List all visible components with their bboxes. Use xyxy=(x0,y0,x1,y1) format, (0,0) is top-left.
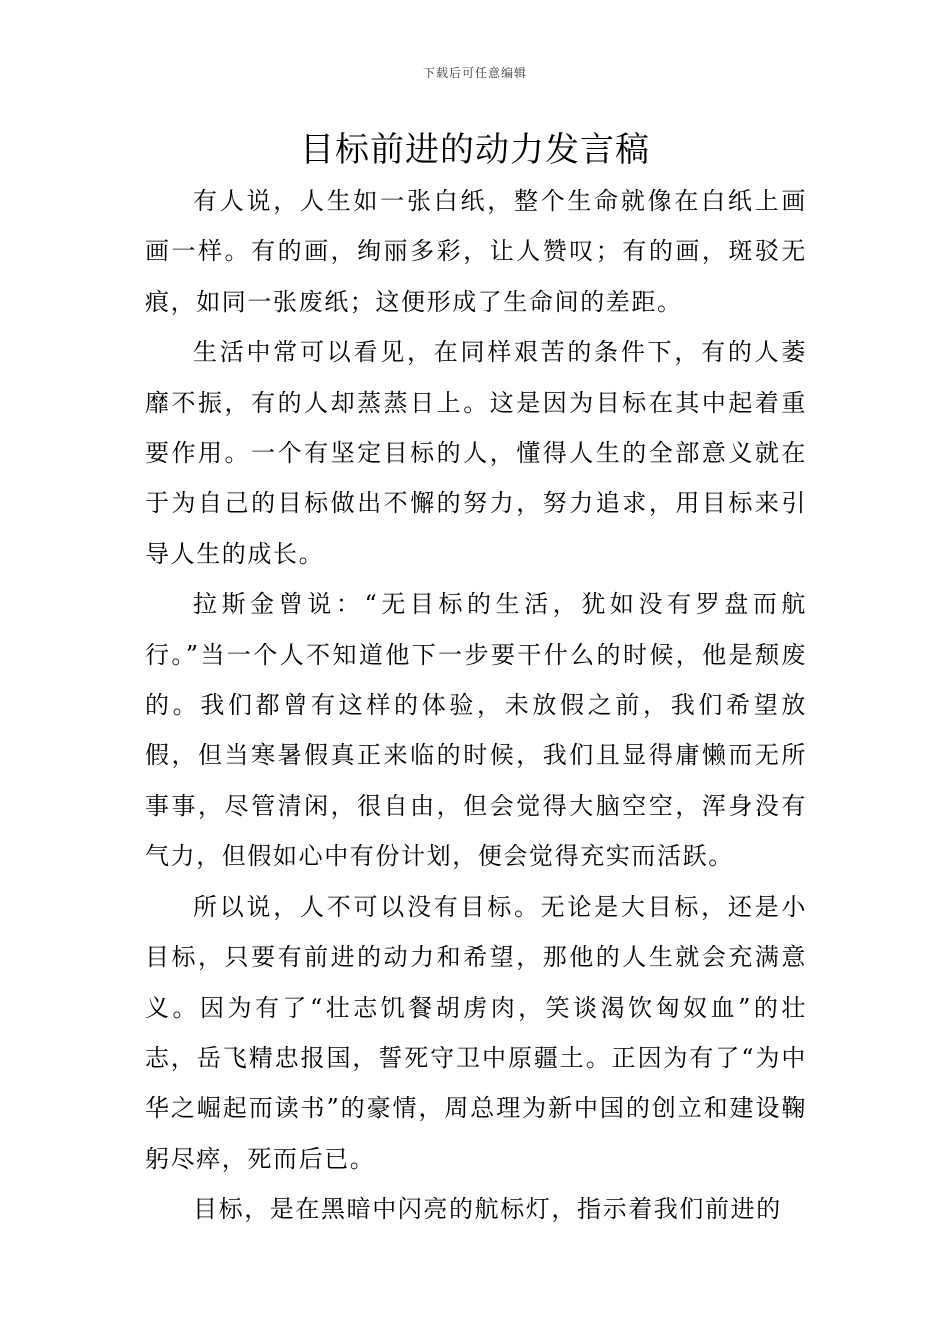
paragraph: 拉斯金曾说：“无目标的生活，犹如没有罗盘而航行。”当一个人不知道他下一步要干什么的时候，他是颓废的。我们都曾有这样的体验，未放假之前，我们希望放假，但当寒暑假真正来临的时候，我们且显得庸懒而无所事事，尽管清闲，很自由，但会觉得大脑空空，浑身没有气力，但假如心中有份计划，便会觉得充实而活跃。 xyxy=(145,590,807,871)
paragraph: 所以说，人不可以没有目标。无论是大目标，还是小目标，只要有前进的动力和希望，那他的人生就会充满意义。因为有了“壮志饥餐胡虏肉，笑谈渴饮匈奴血”的壮志，岳飞精忠报国，誓死守卫中原疆土。正因为有了“为中华之崛起而读书”的豪情，周总理为新中国的创立和建设鞠躬尽瘁，死而后已。 xyxy=(145,892,807,1173)
document-body xyxy=(145,176,807,1235)
header-note: 下载后可任意编辑 xyxy=(422,66,527,80)
document-title: 目标前进的动力发言稿 xyxy=(300,130,650,170)
paragraph: 有人说，人生如一张白纸，整个生命就像在白纸上画画一样。有的画，绚丽多彩，让人赞叹；有的画，斑驳无痕，如同一张废纸；这便形成了生命间的差距。 xyxy=(145,187,807,316)
paragraph: 目标，是在黑暗中闪亮的航标灯，指示着我们前进的 xyxy=(193,1195,782,1224)
paragraph: 生活中常可以看见，在同样艰苦的条件下，有的人萎靡不振，有的人却蒸蒸日上。这是因为目标在其中起着重要作用。一个有坚定目标的人，懂得人生的全部意义就在于为自己的目标做出不懈的努力，努力追求，用目标来引导人生的成长。 xyxy=(145,338,807,568)
